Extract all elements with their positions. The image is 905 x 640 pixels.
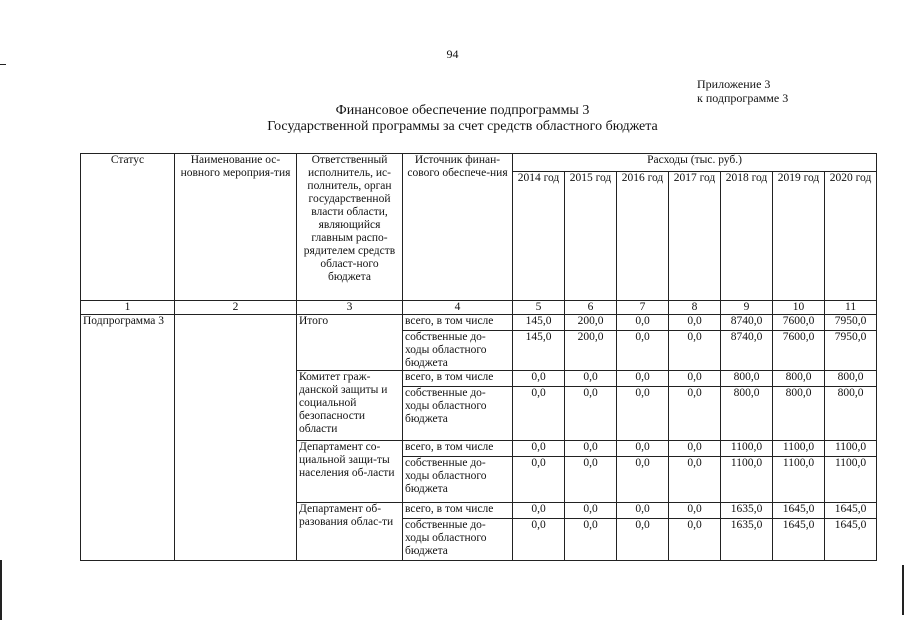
header-year: 2018 год	[721, 172, 773, 301]
header-year: 2019 год	[773, 172, 825, 301]
amount-cell: 1100,0	[825, 441, 877, 457]
amount-cell: 145,0	[513, 315, 565, 331]
funding-source-cell: всего, в том числе	[403, 503, 513, 519]
amount-cell: 0,0	[617, 519, 669, 561]
funding-source-cell: собственные до-ходы областного бюджета	[403, 519, 513, 561]
amount-cell: 0,0	[617, 315, 669, 331]
amount-cell: 800,0	[773, 387, 825, 441]
table-row	[81, 315, 877, 331]
amount-cell: 0,0	[565, 503, 617, 519]
funding-source-cell: всего, в том числе	[403, 441, 513, 457]
amount-cell: 0,0	[513, 371, 565, 387]
executor-cell: Департамент об-разования облас-ти	[297, 503, 403, 561]
column-index: 1	[81, 301, 175, 315]
amount-cell: 800,0	[721, 371, 773, 387]
column-index: 8	[669, 301, 721, 315]
scan-edge-mark	[902, 565, 904, 615]
amount-cell: 1635,0	[721, 519, 773, 561]
header-expenses: Расходы (тыс. руб.)	[513, 154, 877, 172]
amount-cell: 1100,0	[773, 441, 825, 457]
document-title	[0, 103, 905, 135]
column-index: 2	[175, 301, 297, 315]
funding-source-cell: собственные до-ходы областного бюджета	[403, 457, 513, 503]
executor-cell: Комитет граж-данской защиты и социальной безопасности области	[297, 371, 403, 441]
amount-cell: 0,0	[617, 387, 669, 441]
amount-cell: 1635,0	[721, 503, 773, 519]
executor-cell: Департамент со-циальной защи-ты населения об-ласти	[297, 441, 403, 503]
header-activity-name: Наименование ос-новного мероприя-тия	[175, 154, 297, 301]
scan-edge-mark	[0, 64, 6, 65]
amount-cell: 1100,0	[825, 457, 877, 503]
column-index: 5	[513, 301, 565, 315]
financing-table	[80, 153, 877, 561]
amount-cell: 0,0	[617, 371, 669, 387]
funding-source-cell: всего, в том числе	[403, 315, 513, 331]
column-index: 7	[617, 301, 669, 315]
header-year: 2020 год	[825, 172, 877, 301]
amount-cell: 0,0	[513, 457, 565, 503]
header-year: 2014 год	[513, 172, 565, 301]
funding-source-cell: собственные до-ходы областного бюджета	[403, 387, 513, 441]
amount-cell: 0,0	[565, 387, 617, 441]
amount-cell: 7950,0	[825, 331, 877, 371]
amount-cell: 0,0	[617, 331, 669, 371]
amount-cell: 0,0	[513, 503, 565, 519]
activity-name-cell	[175, 315, 297, 561]
amount-cell: 1645,0	[773, 503, 825, 519]
amount-cell: 0,0	[617, 457, 669, 503]
amount-cell: 0,0	[669, 457, 721, 503]
amount-cell: 0,0	[565, 457, 617, 503]
header-row	[81, 154, 877, 172]
amount-cell: 8740,0	[721, 331, 773, 371]
amount-cell: 7600,0	[773, 331, 825, 371]
funding-source-cell: всего, в том числе	[403, 371, 513, 387]
column-index: 6	[565, 301, 617, 315]
amount-cell: 800,0	[825, 387, 877, 441]
amount-cell: 0,0	[513, 387, 565, 441]
amount-cell: 0,0	[617, 503, 669, 519]
amount-cell: 7950,0	[825, 315, 877, 331]
amount-cell: 1645,0	[825, 503, 877, 519]
header-year: 2017 год	[669, 172, 721, 301]
amount-cell: 0,0	[669, 503, 721, 519]
column-index: 3	[297, 301, 403, 315]
amount-cell: 1100,0	[721, 441, 773, 457]
amount-cell: 0,0	[565, 519, 617, 561]
funding-source-cell: собственные до-ходы областного бюджета	[403, 331, 513, 371]
amount-cell: 8740,0	[721, 315, 773, 331]
amount-cell: 0,0	[513, 441, 565, 457]
amount-cell: 200,0	[565, 331, 617, 371]
executor-cell: Итого	[297, 315, 403, 371]
appendix-line-2: к подпрограмме 3	[697, 91, 789, 105]
amount-cell: 0,0	[669, 315, 721, 331]
amount-cell: 800,0	[721, 387, 773, 441]
scan-edge-mark	[0, 560, 2, 620]
amount-cell: 145,0	[513, 331, 565, 371]
amount-cell: 200,0	[565, 315, 617, 331]
amount-cell: 0,0	[565, 441, 617, 457]
amount-cell: 1100,0	[721, 457, 773, 503]
amount-cell: 800,0	[825, 371, 877, 387]
title-line-1: Финансовое обеспечение подпрограммы 3	[335, 103, 590, 118]
appendix-note	[697, 77, 788, 105]
amount-cell: 1100,0	[773, 457, 825, 503]
column-index-row	[81, 301, 877, 315]
amount-cell: 0,0	[669, 387, 721, 441]
amount-cell: 0,0	[565, 371, 617, 387]
header-responsible: Ответственный исполнитель, ис-полнитель, орган государственной власти области, являющийся главным распо-рядителем средств област-ного бюджета	[297, 154, 403, 301]
amount-cell: 0,0	[617, 441, 669, 457]
amount-cell: 800,0	[773, 371, 825, 387]
appendix-line-1: Приложение 3	[697, 77, 771, 91]
column-index: 11	[825, 301, 877, 315]
amount-cell: 1645,0	[825, 519, 877, 561]
amount-cell: 0,0	[669, 371, 721, 387]
amount-cell: 0,0	[669, 441, 721, 457]
amount-cell: 7600,0	[773, 315, 825, 331]
amount-cell: 0,0	[669, 331, 721, 371]
status-cell: Подпрограмма 3	[81, 315, 175, 561]
column-index: 9	[721, 301, 773, 315]
header-funding-source: Источник финан-сового обеспече-ния	[403, 154, 513, 301]
amount-cell: 0,0	[669, 519, 721, 561]
amount-cell: 0,0	[513, 519, 565, 561]
header-status: Статус	[81, 154, 175, 301]
amount-cell: 1645,0	[773, 519, 825, 561]
column-index: 4	[403, 301, 513, 315]
header-year: 2015 год	[565, 172, 617, 301]
column-index: 10	[773, 301, 825, 315]
header-year: 2016 год	[617, 172, 669, 301]
page-number: 94	[446, 47, 459, 61]
title-line-2: Государственной программы за счет средств областного бюджета	[267, 119, 658, 134]
